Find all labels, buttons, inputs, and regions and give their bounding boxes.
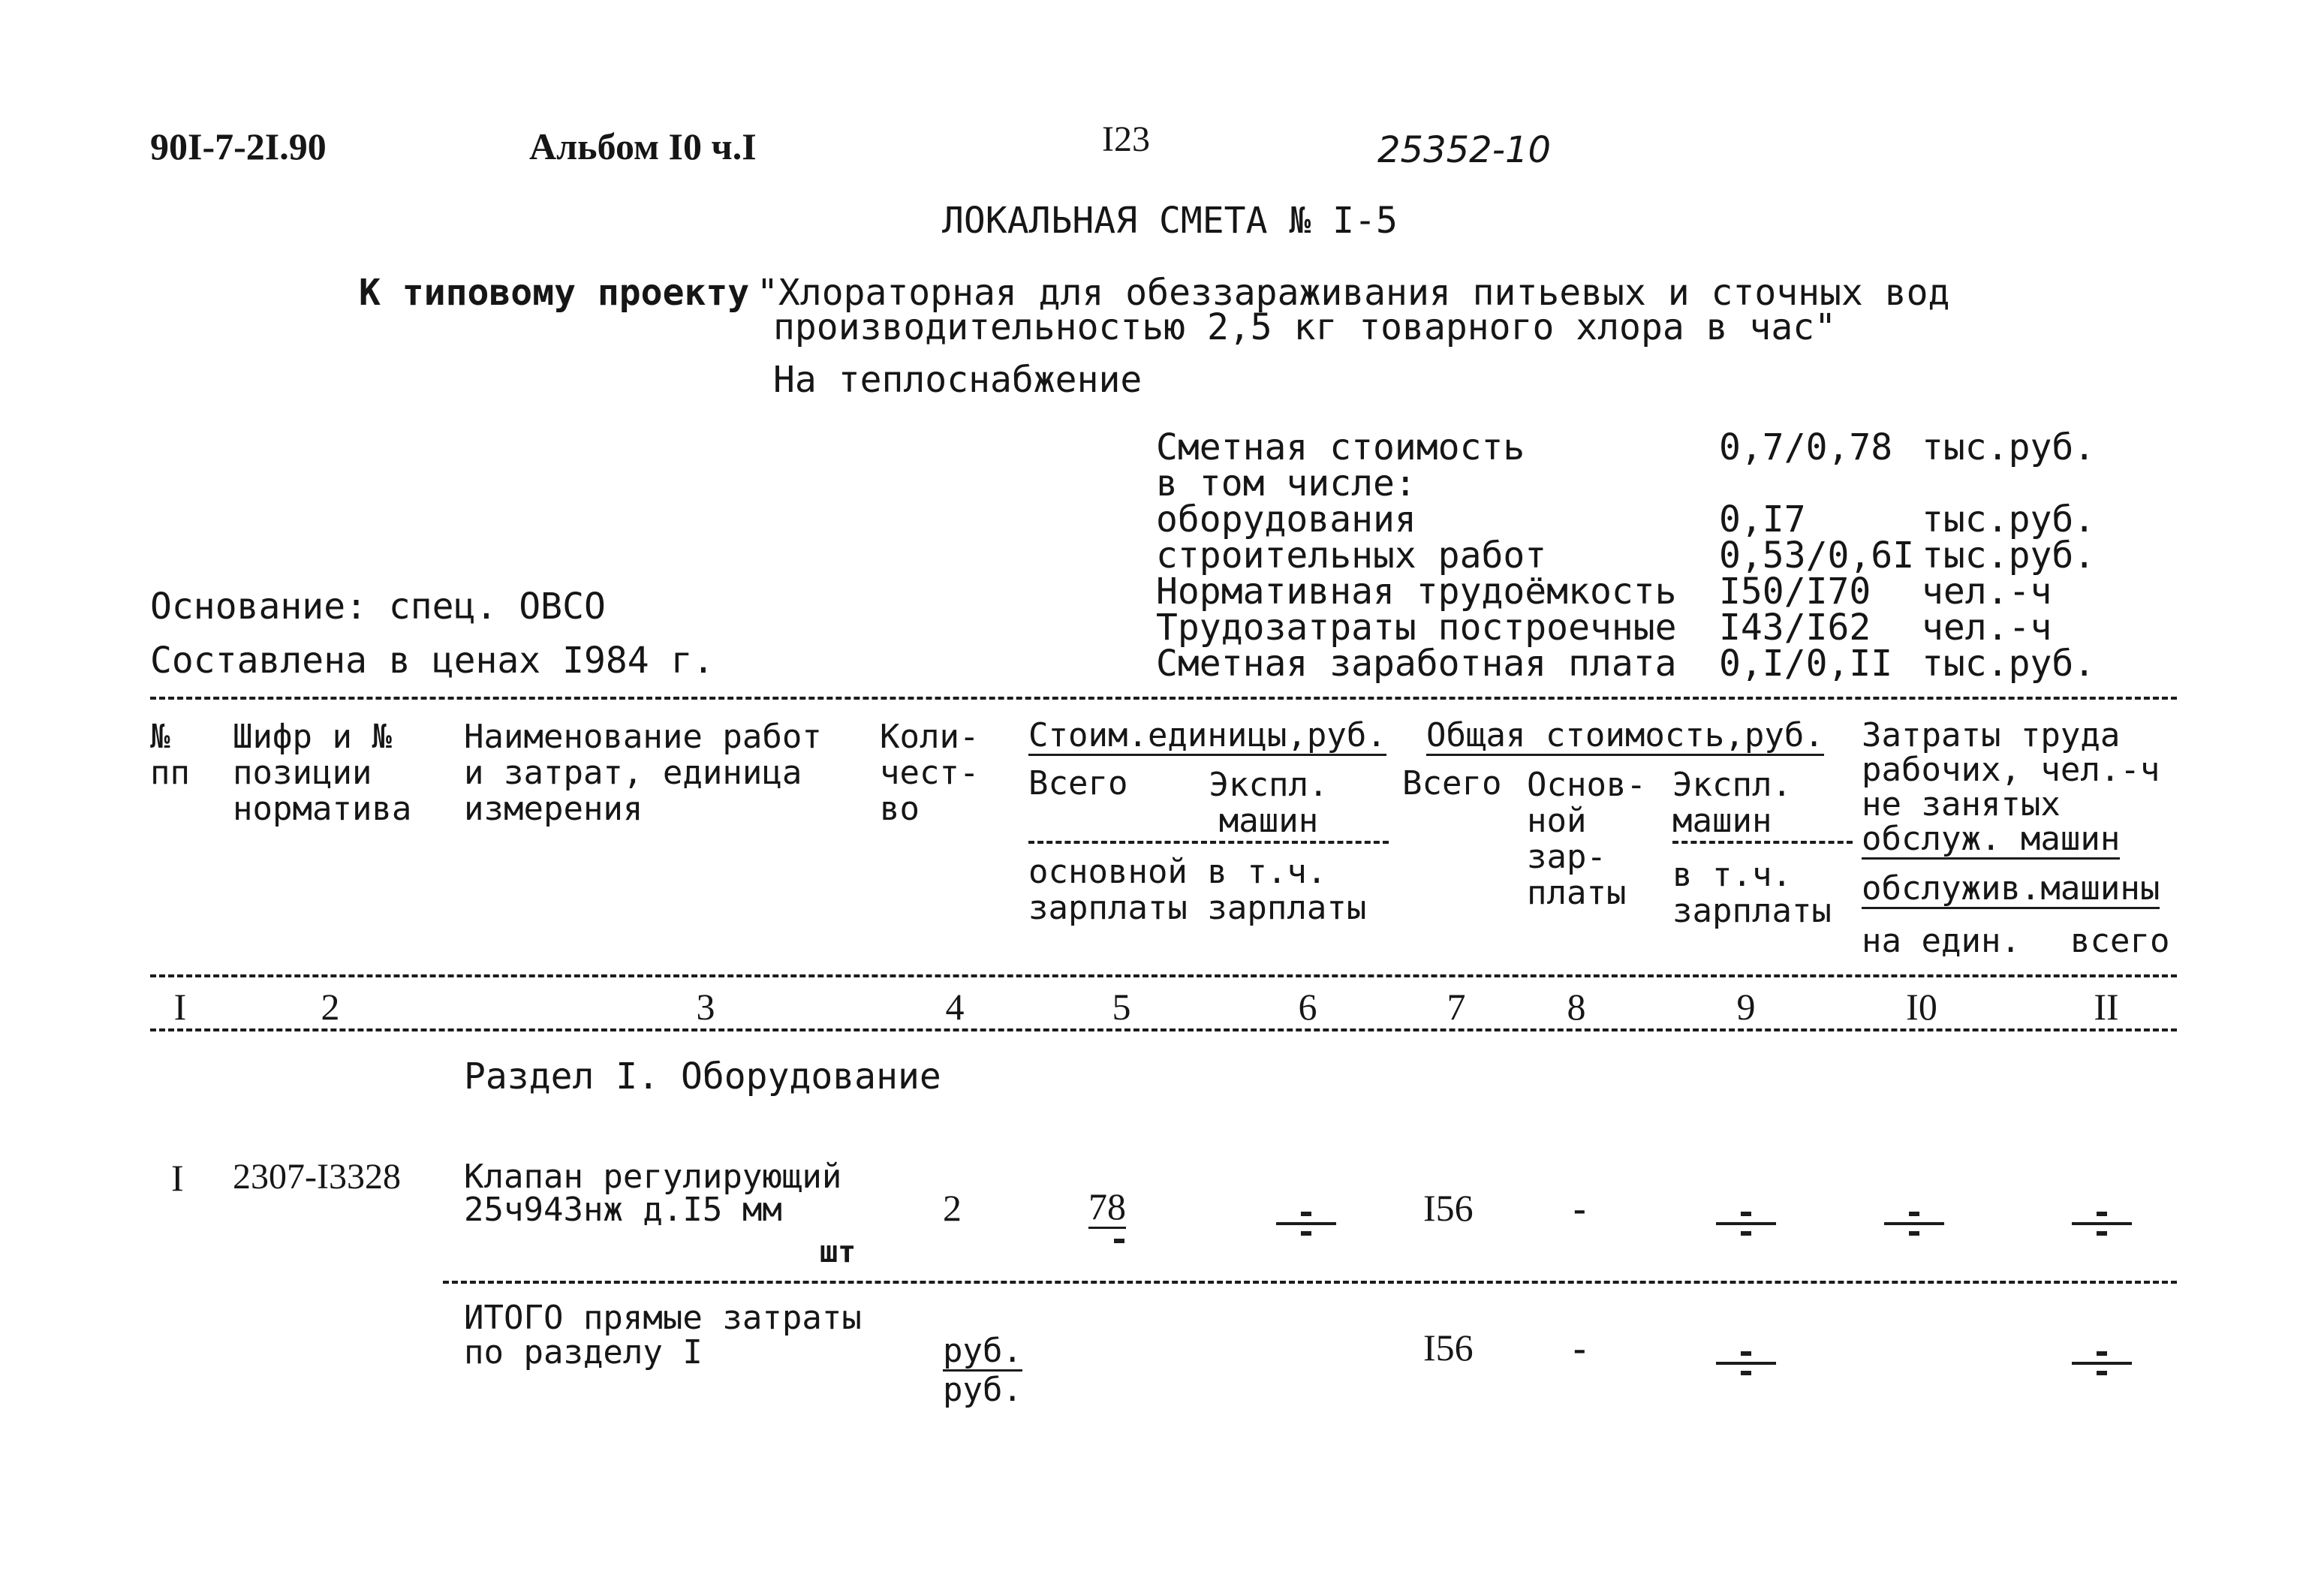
column-number: I0 (1906, 986, 1937, 1028)
col-header-labor-l1: Затраты труда (1862, 716, 2121, 754)
col-header-total: Всего (1402, 764, 1502, 803)
row-quantity: 2 (943, 1187, 962, 1229)
section-title: Раздел I. Оборудование (464, 1055, 941, 1098)
column-number: 3 (696, 986, 715, 1028)
col-header-num: № пп (150, 718, 190, 792)
row-bottom-rule (443, 1281, 2177, 1284)
col-header-total-machines: Экспл. машин (1672, 766, 1792, 840)
total-machines-subrule (1672, 841, 1853, 844)
row-name-line1: Клапан регулирующий (464, 1158, 842, 1196)
summary-label: в том числе: (1156, 462, 1416, 504)
col-header-name: Наименование работ и затрат, единица измерения (464, 718, 822, 828)
col-header-code: Шифр и № позиции норматива (233, 718, 412, 828)
summary-label: Трудозатраты построечные (1156, 607, 1677, 649)
row-code: 2307-I3328 (233, 1157, 401, 1197)
document-code: 90I-7-2I.90 (150, 125, 327, 167)
column-number: 4 (945, 986, 965, 1028)
row-number: I (171, 1157, 184, 1199)
column-number: 6 (1298, 986, 1317, 1028)
summary-value: 0,7/0,78 (1719, 426, 1893, 468)
project-subject: На теплоснабжение (773, 359, 1142, 401)
summary-label: оборудования (1156, 498, 1416, 541)
col-header-labor-l5: обслужив.машины (1862, 869, 2160, 908)
summary-unit: тыс.руб. (1922, 643, 2096, 685)
col-header-labor-l3: не занятых (1862, 785, 2061, 824)
row-unit-total: 78 (1088, 1185, 1126, 1227)
row-labor-per-unit-empty (1884, 1209, 1944, 1239)
summary-label: Сметная стоимость (1156, 426, 1525, 468)
header-top-rule (150, 697, 2177, 700)
column-number: 9 (1736, 986, 1756, 1028)
row-total-machines-empty (1716, 1209, 1776, 1239)
summary-unit: тыс.руб. (1922, 535, 2096, 577)
total-base-salary: - (1573, 1326, 1586, 1369)
total-label-line1: ИТОГО прямые затраты (464, 1299, 862, 1337)
column-number: 2 (321, 986, 340, 1028)
summary-unit: тыс.руб. (1922, 426, 2096, 468)
row-base-salary: - (1573, 1187, 1586, 1229)
document-title: ЛОКАЛЬНАЯ СМЕТА № I-5 (942, 200, 1398, 242)
project-name-line2: производительностью 2,5 кг товарного хлора в час" (773, 306, 1837, 348)
summary-label: Сметная заработная плата (1156, 643, 1677, 685)
total-unit-top: руб. (943, 1332, 1022, 1370)
project-prefix: К типовому проекту (359, 272, 750, 314)
col-header-total-machines-salary: в т.ч. зарплаты (1672, 856, 1832, 930)
summary-label: строительных работ (1156, 535, 1547, 577)
page-number: I23 (1102, 119, 1150, 159)
col-group-unit-cost: Стоим.единицы,руб. (1028, 716, 1386, 754)
total-machines-empty (1716, 1348, 1776, 1378)
album-label: Альбом I0 ч.I (529, 125, 757, 167)
row-unit-salary-dash (1114, 1239, 1124, 1243)
total-amount: I56 (1423, 1326, 1474, 1369)
column-number: I (173, 986, 187, 1028)
col-header-labor-l2: рабочих, чел.-ч (1862, 751, 2160, 789)
col-group-total-cost: Общая стоимость,руб. (1426, 716, 1824, 754)
col-header-labor-per-unit: на един. (1862, 922, 2021, 960)
total-label-line2: по разделу I (464, 1333, 703, 1372)
summary-unit: тыс.руб. (1922, 498, 2096, 541)
total-unit-bottom: руб. (943, 1371, 1022, 1409)
col-header-unit-machines: Экспл. машин (1209, 766, 1329, 840)
summary-value: 0,53/0,6I (1719, 535, 1915, 577)
col-header-base-salary: Основ- ной зар- платы (1527, 766, 1646, 912)
column-number: 7 (1447, 986, 1466, 1028)
row-labor-total-empty (2072, 1209, 2132, 1239)
summary-value: I50/I70 (1719, 571, 1871, 613)
header-bottom-rule (150, 974, 2177, 977)
column-number: II (2094, 986, 2119, 1028)
document-number: 25352-10 (1377, 129, 1552, 171)
project-name-line1: "Хлораторная для обеззараживания питьевых и сточных вод (757, 272, 1950, 314)
basis-text: Основание: спец. ОВСО (150, 586, 606, 628)
column-number: 5 (1112, 986, 1131, 1028)
colnums-rule (150, 1028, 2177, 1031)
prices-text: Составлена в ценах I984 г. (150, 640, 715, 682)
col-header-labor-l4: обслуж. машин (1862, 820, 2121, 858)
summary-label: Нормативная трудоёмкость (1156, 571, 1677, 613)
row-unit: шт (820, 1235, 856, 1269)
col-header-unit-salary: основной в т.ч. зарплаты зарплаты (1028, 853, 1367, 927)
unit-cost-subrule (1028, 841, 1389, 844)
summary-unit: чел.-ч (1922, 571, 2052, 613)
summary-value: 0,I7 (1719, 498, 1806, 541)
total-labor-empty (2072, 1348, 2132, 1378)
col-header-qty: Коли- чест- во (880, 718, 980, 828)
column-number: 8 (1567, 986, 1586, 1028)
summary-value: 0,I/0,II (1719, 643, 1893, 685)
col-header-unit-total: Всего (1028, 764, 1128, 803)
summary-value: I43/I62 (1719, 607, 1871, 649)
row-unit-machines-empty (1276, 1209, 1336, 1239)
row-total: I56 (1423, 1187, 1474, 1229)
row-name-line2: 25ч943нж д.I5 мм (464, 1191, 782, 1229)
summary-unit: чел.-ч (1922, 607, 2052, 649)
col-header-labor-total: всего (2070, 922, 2170, 960)
